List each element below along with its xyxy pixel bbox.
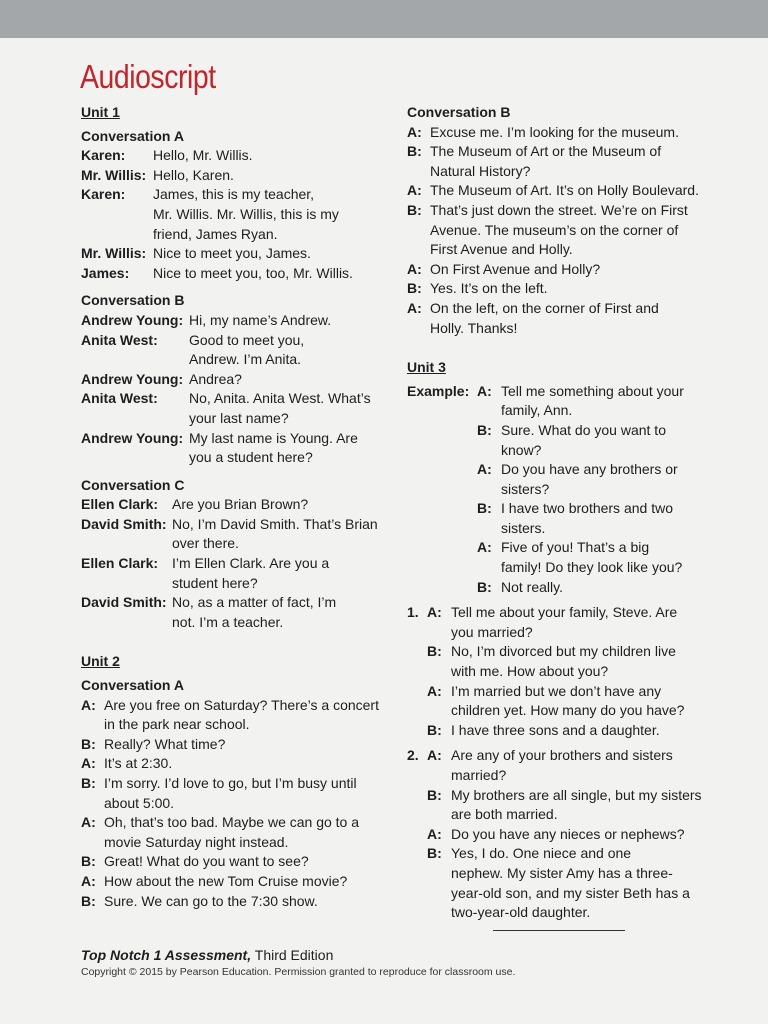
book-title: Top Notch 1 Assessment, bbox=[81, 947, 252, 963]
speaker: A: bbox=[81, 872, 96, 889]
speaker: B: bbox=[477, 578, 492, 595]
dialogue-line bbox=[81, 735, 411, 755]
dialogue-text: I’m Ellen Clark. Are you a student here? bbox=[172, 555, 330, 591]
speaker: A: bbox=[477, 382, 492, 399]
dialogue-text: Tell me something about your family, Ann. bbox=[501, 382, 684, 419]
dialogue-line bbox=[427, 721, 737, 741]
dialogue-text: My last name is Young. Are you a student here? bbox=[189, 429, 358, 466]
dialogue-line bbox=[81, 813, 411, 852]
dialogue-text: Sure. What do you want to know? bbox=[501, 421, 666, 458]
dialogue-text: Do you have any nieces or nephews? bbox=[451, 825, 685, 842]
speaker: A: bbox=[407, 123, 422, 140]
dialogue-text: Five of you! That’s a big family! Do they look like you? bbox=[501, 539, 683, 576]
dialogue-text: Oh, that’s too bad. Maybe we can go to a movie Saturday night instead. bbox=[104, 814, 360, 850]
numbered-item bbox=[407, 746, 737, 922]
dialogue-text: The Museum of Art. It’s on Holly Boulevard. bbox=[430, 182, 699, 199]
speaker: B: bbox=[427, 786, 442, 803]
speaker: B: bbox=[81, 775, 96, 791]
dialogue-line bbox=[477, 538, 737, 577]
conversation-u1-b bbox=[81, 311, 411, 468]
copyright: Copyright © 2015 by Pearson Education. Permission granted to reproduce for classroom use. bbox=[81, 966, 516, 978]
conversation-u2-b bbox=[407, 123, 737, 339]
left-column bbox=[81, 103, 411, 911]
speaker: A: bbox=[427, 747, 442, 764]
speaker: Karen: bbox=[81, 186, 126, 203]
dialogue-text: Nice to meet you, James. bbox=[153, 245, 311, 262]
dialogue-text: It’s at 2:30. bbox=[104, 755, 173, 772]
item-number: 2. bbox=[407, 747, 419, 764]
speaker: A: bbox=[427, 604, 442, 621]
speaker: A: bbox=[427, 825, 442, 842]
conversation-u1-a bbox=[81, 146, 411, 283]
dialogue-line bbox=[427, 786, 737, 825]
conversation-title: Conversation A bbox=[81, 677, 184, 694]
dialogue-line bbox=[81, 185, 411, 244]
dialogue-line bbox=[427, 642, 737, 681]
dialogue-line bbox=[407, 279, 737, 299]
dialogue-text: Do you have any brothers or sisters? bbox=[501, 461, 678, 497]
dialogue-line bbox=[81, 264, 411, 284]
dialogue-line bbox=[407, 260, 737, 280]
unit-heading: Unit 3 bbox=[407, 359, 446, 376]
dialogue-line bbox=[477, 460, 737, 499]
dialogue-line bbox=[407, 201, 737, 260]
dialogue-line bbox=[427, 682, 737, 721]
dialogue-text: How about the new Tom Cruise movie? bbox=[104, 872, 348, 889]
dialogue-text: My brothers are all single, but my sisters are both married. bbox=[451, 786, 702, 823]
dialogue-line bbox=[407, 181, 737, 201]
dialogue-line bbox=[81, 852, 411, 872]
conversation-title: Conversation C bbox=[81, 476, 185, 493]
top-banner bbox=[0, 0, 768, 38]
dialogue-line bbox=[81, 872, 411, 892]
speaker: B: bbox=[81, 853, 96, 870]
speaker: A: bbox=[407, 299, 422, 316]
dialogue-text: James, this is my teacher, Mr. Willis. Mr. Willis, this is my friend, James Ryan. bbox=[153, 186, 339, 242]
dialogue-line bbox=[407, 142, 737, 181]
dialogue-text: On First Avenue and Holly? bbox=[430, 260, 601, 277]
speaker: Anita West: bbox=[81, 390, 158, 407]
dialogue-line bbox=[81, 593, 411, 632]
speaker: B: bbox=[427, 643, 442, 660]
dialogue-line bbox=[81, 244, 411, 264]
numbered-item bbox=[407, 603, 737, 740]
speaker: James: bbox=[81, 264, 130, 281]
dialogue-line bbox=[81, 892, 411, 912]
dialogue-text: I have three sons and a daughter. bbox=[451, 721, 660, 738]
dialogue-line bbox=[81, 696, 411, 735]
speaker: Mr. Willis: bbox=[81, 245, 147, 262]
speaker: A: bbox=[81, 814, 96, 831]
dialogue-text: Great! What do you want to see? bbox=[104, 853, 309, 870]
dialogue-text: I have two brothers and two sisters. bbox=[501, 500, 673, 536]
dialogue-line bbox=[81, 429, 411, 468]
dialogue-text: Yes, I do. One niece and one nephew. My sister Amy has a three- year-old son, and my sister Beth has a two-year-old daughter. bbox=[451, 845, 690, 921]
dialogue-text: Nice to meet you, too, Mr. Willis. bbox=[153, 264, 353, 281]
dialogue-text: Sure. We can go to the 7:30 show. bbox=[104, 892, 318, 909]
speaker: B: bbox=[407, 201, 422, 218]
dialogue-text: Are any of your brothers and sisters married? bbox=[451, 747, 673, 783]
speaker: B: bbox=[427, 845, 442, 862]
dialogue-text: Hello, Mr. Willis. bbox=[153, 147, 253, 164]
dialogue-line bbox=[81, 754, 411, 774]
dialogue-line bbox=[81, 146, 411, 166]
speaker: Andrew Young: bbox=[81, 311, 184, 328]
conversation-title: Conversation A bbox=[81, 127, 184, 144]
dialogue-line bbox=[407, 123, 737, 143]
dialogue-text: The Museum of Art or the Museum of Natural History? bbox=[430, 143, 662, 179]
example-label: Example: bbox=[407, 382, 470, 399]
speaker: A: bbox=[427, 682, 442, 699]
dialogue-line bbox=[477, 421, 737, 460]
speaker: Ellen Clark: bbox=[81, 496, 159, 513]
dialogue-text: Are you Brian Brown? bbox=[172, 496, 309, 513]
dialogue-text: Andrea? bbox=[189, 370, 242, 387]
speaker: Andrew Young: bbox=[81, 429, 184, 446]
dialogue-line bbox=[427, 603, 737, 642]
dialogue-line bbox=[81, 166, 411, 186]
dialogue-line bbox=[81, 370, 411, 390]
page-title: Audioscript bbox=[80, 58, 216, 95]
dialogue-line bbox=[81, 331, 411, 370]
speaker: Andrew Young: bbox=[81, 370, 184, 387]
dialogue-line bbox=[81, 554, 411, 593]
dialogue-text: No, I’m divorced but my children live with me. How about you? bbox=[451, 643, 676, 680]
dialogue-text: Hi, my name’s Andrew. bbox=[189, 311, 332, 328]
speaker: B: bbox=[81, 892, 96, 909]
dialogue-line bbox=[477, 578, 737, 598]
dialogue-text: I’m sorry. I’d love to go, but I’m busy until about 5:00. bbox=[104, 775, 357, 811]
speaker: David Smith: bbox=[81, 515, 167, 532]
conversation-title: Conversation B bbox=[407, 104, 511, 120]
dialogue-text: Really? What time? bbox=[104, 735, 226, 752]
dialogue-line bbox=[81, 389, 411, 428]
footer-title bbox=[81, 947, 333, 963]
speaker: A: bbox=[407, 182, 422, 199]
dialogue-line bbox=[427, 844, 737, 922]
speaker: B: bbox=[427, 721, 442, 738]
speaker: Mr. Willis: bbox=[81, 166, 147, 183]
speaker: B: bbox=[477, 500, 492, 517]
conversation-u1-c bbox=[81, 495, 411, 632]
dialogue-line bbox=[81, 311, 411, 331]
dialogue-line bbox=[407, 299, 737, 338]
dialogue-line bbox=[81, 774, 411, 813]
speaker: B: bbox=[81, 735, 96, 752]
dialogue-line bbox=[81, 515, 411, 554]
dialogue-text: No, I’m David Smith. That’s Brian over there. bbox=[172, 515, 378, 552]
speaker: B: bbox=[407, 280, 422, 297]
dialogue-line bbox=[477, 382, 737, 421]
speaker: A: bbox=[81, 755, 96, 772]
speaker: A: bbox=[477, 461, 492, 478]
dialogue-line bbox=[81, 495, 411, 515]
dialogue-text: Yes. It’s on the left. bbox=[430, 280, 548, 297]
speaker: A: bbox=[407, 260, 422, 277]
dialogue-text: No, as a matter of fact, I’m not. I’m a teacher. bbox=[172, 594, 337, 630]
speaker: Karen: bbox=[81, 147, 126, 164]
dialogue-text: I’m married but we don’t have any children yet. How many do you have? bbox=[451, 682, 685, 719]
speaker: B: bbox=[407, 143, 422, 160]
dialogue-text: Are you free on Saturday? There’s a concert in the park near school. bbox=[104, 696, 379, 733]
unit-heading: Unit 2 bbox=[81, 653, 120, 670]
dialogue-text: That’s just down the street. We’re on First Avenue. The museum’s on the corner of First Avenue and Holly. bbox=[430, 201, 688, 258]
dialogue-text: Tell me about your family, Steve. Are you married? bbox=[451, 604, 678, 640]
right-column bbox=[407, 103, 737, 923]
dialogue-text: Excuse me. I’m looking for the museum. bbox=[430, 123, 679, 140]
dialogue-text: No, Anita. Anita West. What’s your last name? bbox=[189, 390, 371, 426]
dialogue-line bbox=[427, 746, 737, 785]
speaker: David Smith: bbox=[81, 594, 167, 611]
conversation-u2-a bbox=[81, 696, 411, 912]
dialogue-text: Not really. bbox=[501, 578, 563, 595]
item-number: 1. bbox=[407, 604, 419, 621]
speaker: Ellen Clark: bbox=[81, 555, 159, 572]
dialogue-line bbox=[427, 825, 737, 845]
dialogue-text: On the left, on the corner of First and Holly. Thanks! bbox=[430, 299, 659, 336]
dialogue-line bbox=[477, 499, 737, 538]
speaker: A: bbox=[81, 696, 96, 713]
speaker: Anita West: bbox=[81, 331, 158, 348]
end-rule bbox=[493, 930, 625, 931]
edition: Third Edition bbox=[251, 947, 334, 963]
unit-heading: Unit 1 bbox=[81, 104, 120, 120]
speaker: A: bbox=[477, 539, 492, 556]
dialogue-text: Good to meet you, Andrew. I’m Anita. bbox=[189, 331, 305, 368]
example-block bbox=[407, 382, 737, 598]
conversation-title: Conversation B bbox=[81, 292, 185, 309]
dialogue-text: Hello, Karen. bbox=[153, 166, 234, 183]
speaker: B: bbox=[477, 421, 492, 438]
